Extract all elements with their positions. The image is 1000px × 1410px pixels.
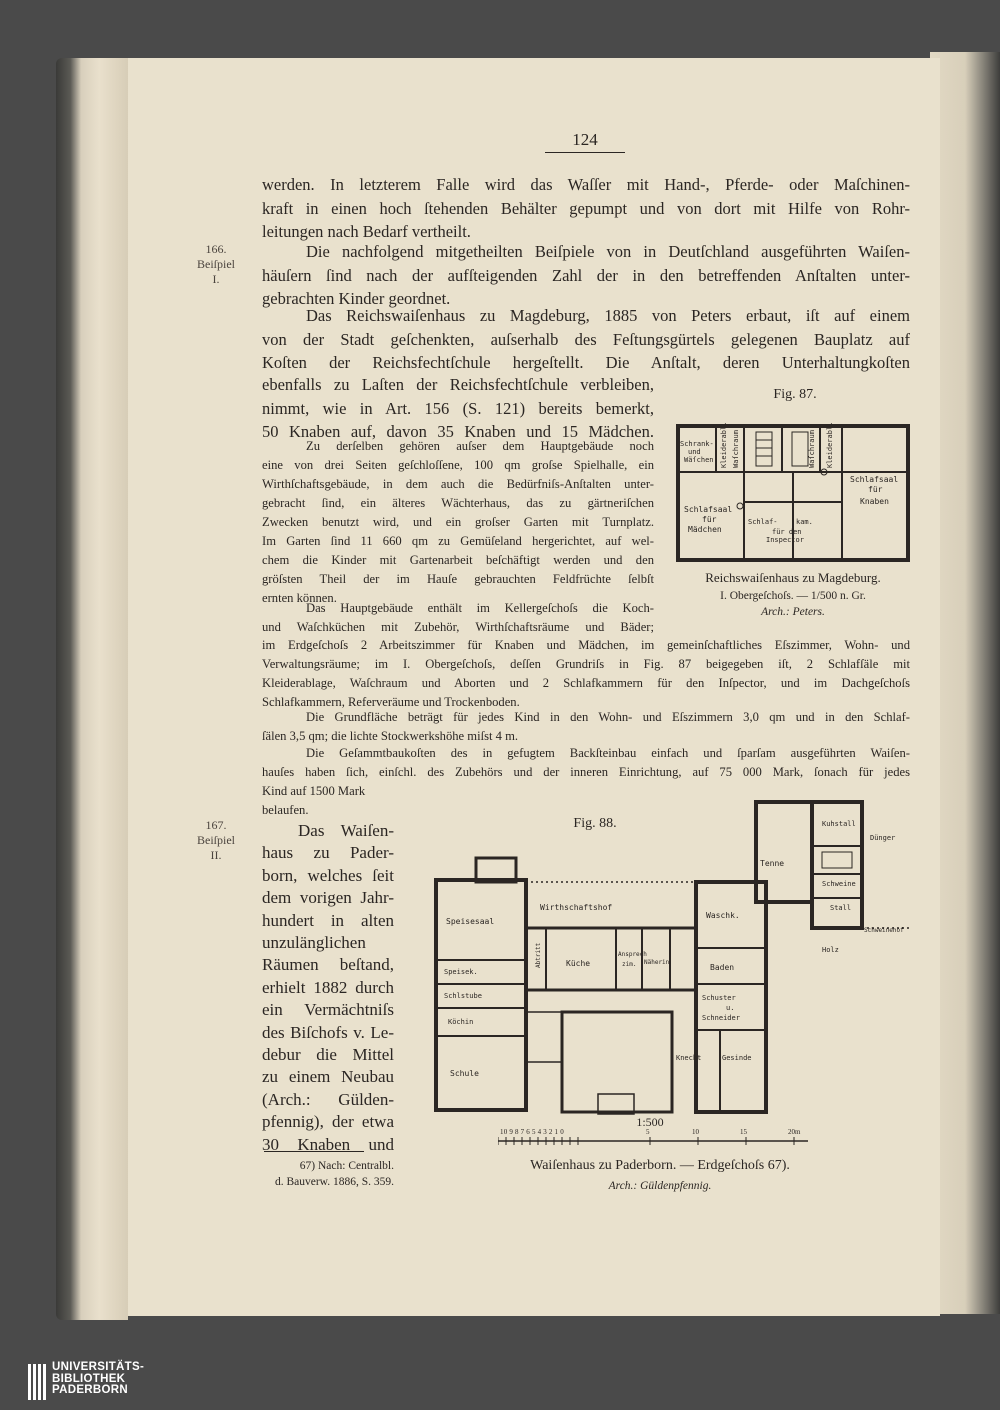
fig87-room-label: Wäſchen	[684, 456, 714, 464]
fig88-room-label: u.	[726, 1004, 735, 1012]
fig88-room-label: Gesinde	[722, 1054, 752, 1062]
text-line: unzulänglichen	[262, 933, 366, 953]
page-number: 124	[545, 130, 625, 153]
fig88-room-label: Ansprech	[618, 951, 647, 958]
fig88-caption: Waiſenhaus zu Paderborn. — Erdgeſchoſs 67).	[530, 1158, 790, 1173]
text-line: dem vorigen Jahr-	[262, 888, 394, 908]
text-line: eine von drei Seiten geſchloſſene, 100 qm groſse Spielhalle, ein	[262, 458, 654, 472]
fig88-scale-label: 1:500	[636, 1115, 664, 1129]
fig88-room-label: Schlstube	[444, 992, 482, 1000]
fig88-room-label: Speisesaal	[446, 917, 495, 926]
fig87-floor-plan	[672, 420, 914, 566]
text-line: Koſten der Reichsfechtſchule hergeſtellt. Die Anſtalt, deren Unterhaltungkoſten	[262, 353, 910, 372]
fig88-room-label: Speisek.	[444, 968, 478, 976]
fig87-room-label: Kleiderabl.	[720, 421, 728, 468]
text-line: nimmt, wie in Art. 156 (S. 121) bereits bemerkt,	[262, 398, 654, 418]
text-line: debur die Mittel	[262, 1045, 394, 1065]
text-line: gebrachten Kinder geordnet.	[262, 289, 451, 308]
paragraph-5-continued	[262, 636, 910, 712]
fig88-label: Fig. 88.	[573, 816, 617, 831]
text-line: Das Waiſen-	[298, 821, 394, 840]
text-line: 50 Knaben auf, davon 35 Knaben und 15 Mädchen.	[262, 422, 654, 441]
text-line: (Arch.: Gülden-	[262, 1089, 394, 1109]
fig88-scale-tick: 20m	[788, 1128, 801, 1136]
text-line: des Biſchofs v. Le-	[262, 1022, 394, 1042]
fig88-room-label: Abtritt	[535, 942, 542, 968]
fig88-scale-ticks-minor: 10 9 8 7 6 5 4 3 2 1 0	[500, 1128, 564, 1136]
fig88-scale-tick: 5	[646, 1128, 650, 1136]
margin-note-number: 166.	[205, 242, 227, 256]
library-logo-line: UNIVERSITÄTS-	[52, 1361, 145, 1373]
fig88-scale-tick: 10	[692, 1128, 699, 1136]
fig87-room-label: Schlafsaal	[684, 505, 733, 514]
fig87-room-label: und	[688, 448, 701, 456]
fig88-room-label: Schweine	[822, 880, 856, 888]
text-line: von der Stadt geſchenkten, auſserhalb des Feſtungsgürtels gelegenen Bauplatz auf	[262, 329, 910, 349]
text-line: haus zu Pader-	[262, 843, 394, 863]
text-line: häuſern ſind nach der aufſteigenden Zahl der in den betreffenden Anſtalten unter-	[262, 265, 910, 285]
text-line: kraft in einen hoch ſtehenden Behälter gepumpt und von dort mit Hilfe von Rohr-	[262, 198, 910, 218]
text-line: erhielt 1882 durch	[262, 977, 394, 997]
fig88-room-label: Schneider	[702, 1014, 740, 1022]
text-line: Das Hauptgebäude enthält im Kellergeſchoſs die Koch-	[306, 601, 654, 615]
book-left-edge	[56, 58, 128, 1320]
fig87-room-label: Kleiderabl.	[826, 421, 834, 468]
text-line: born, welches ſeit	[262, 865, 394, 885]
fig88-room-label: Schweinehof	[864, 927, 904, 934]
text-line: Zu derſelben gehören auſser dem Hauptgebäude noch	[306, 439, 654, 453]
margin-note-label: Beiſpiel	[197, 833, 235, 847]
footnote	[246, 1158, 394, 1190]
text-line: Kleiderablage, Waſchraum und Aborten und 2 Schlafkammern für den Inſpector, und im Dachgeſchoſs	[262, 676, 910, 690]
text-line: Verwaltungsräume; im I. Obergeſchoſs, deſſen Grundriſs in Fig. 87 beigegeben iſt, 2 Schlafſäle mit	[262, 657, 910, 671]
margin-note-roman: I.	[212, 272, 220, 286]
text-line: Schlafkammern, Referveräume und Trockenboden.	[262, 695, 520, 709]
text-line: Kind auf 1500 Mark	[262, 784, 366, 798]
margin-note-roman: II.	[210, 848, 222, 862]
library-logo	[28, 1362, 228, 1402]
footnote-line: d. Bauverw. 1886, S. 359.	[274, 1176, 394, 1188]
fig87-scale-caption: I. Obergeſchoſs. — 1/500 n. Gr.	[720, 590, 866, 602]
paragraph-2	[262, 240, 910, 311]
fig88-architect: Arch.: Güldenpfennig.	[608, 1180, 712, 1192]
fig87-room-label: Waſchraum	[732, 430, 740, 468]
text-line: werden. In letzterem Falle wird das Waſſer mit Hand-, Pferde- oder Maſchinen-	[262, 175, 910, 194]
fig88-room-label: Küche	[566, 959, 591, 968]
text-line: leitungen nach Bedarf vertheilt.	[262, 222, 471, 241]
fig87-room-label: für den	[772, 528, 802, 536]
text-line: Die Geſammtbaukoſten des in gefugtem Backſteinbau einfach und ſparſam ausgeführten Waiſen-	[306, 746, 910, 760]
fig88-room-label: Schule	[450, 1069, 479, 1078]
footnote-line: 67) Nach: Centralbl.	[299, 1160, 394, 1172]
library-logo-icon	[28, 1362, 46, 1402]
fig87-caption: Reichswaiſenhaus zu Magdeburg.	[705, 570, 881, 585]
text-line: ebenfalls zu Laſten der Reichsfechtſchule verbleiben,	[262, 375, 654, 394]
paragraph-7-continued	[262, 782, 402, 820]
margin-note-167	[186, 818, 246, 863]
fig88-room-label: Baden	[710, 963, 735, 972]
paragraph-7	[262, 744, 910, 782]
fig87-room-label: Knaben	[860, 497, 889, 506]
fig87-room-label: Inspector	[766, 536, 804, 544]
paragraph-1	[262, 173, 910, 244]
fig88-room-label: Köchin	[448, 1018, 474, 1026]
text-line: und Waſchküchen mit Zubehör, Wirthſchaftsräume und Bäder;	[262, 620, 654, 634]
text-line: gebracht ſind, ein älteres Wächterhaus, das zu gärtneriſchen	[262, 496, 654, 510]
text-line: Das Reichswaiſenhaus zu Magdeburg, 1885 von Peters erbaut, iſt auf einem	[306, 306, 910, 325]
text-line: chem die Kinder mit Gartenarbeit beſchäftigt werden und den	[262, 553, 654, 567]
footnote-rule	[264, 1151, 364, 1152]
library-logo-text	[52, 1362, 144, 1397]
library-logo-line: PADERBORN	[52, 1384, 128, 1396]
fig87-room-label: Schlafsaal	[850, 475, 899, 484]
text-line: 30 Knaben und	[262, 1134, 394, 1154]
fig88-room-label: Tenne	[760, 859, 785, 868]
paragraph-8	[262, 820, 394, 1156]
paragraph-4	[262, 437, 654, 608]
text-line: ernten können.	[262, 591, 337, 605]
text-line: Im Garten ſind 11 660 qm zu Gemüſeland hergerichtet, auf wel-	[262, 534, 654, 548]
library-logo-line: BIBLIOTHEK	[52, 1372, 126, 1385]
fig88-room-label: Schuster	[702, 994, 736, 1002]
paragraph-3-continued	[262, 373, 654, 444]
fig87-room-label: für	[868, 485, 883, 494]
fig88-scale-bar	[498, 1136, 810, 1146]
text-line: pfennig), der etwa	[262, 1112, 394, 1132]
margin-note-label: Beiſpiel	[197, 257, 235, 271]
text-line: ſälen 3,5 qm; die lichte Stockwerkshöhe miſst 4 m.	[262, 729, 519, 743]
fig87-room-label: kam.	[796, 518, 813, 526]
fig88-room-label: Dünger	[870, 834, 896, 842]
fig87-label: Fig. 87.	[773, 387, 817, 402]
margin-note-number: 167.	[205, 818, 227, 832]
fig88-room-label: Knecht	[676, 1054, 702, 1062]
text-line: Räumen beſtand,	[262, 955, 394, 975]
fig88-room-label: Wirthschaftshof	[540, 903, 613, 912]
fig87-room-label: für	[702, 515, 717, 524]
text-line: Die Grundfläche beträgt für jedes Kind in den Wohn- und Eſszimmern 3,0 qm und in den Schlaf-	[306, 710, 910, 724]
book-right-edge	[930, 52, 1000, 1314]
paragraph-6	[262, 708, 910, 746]
fig88-floor-plan	[430, 798, 915, 1118]
fig88-room-label: Näherin	[644, 959, 670, 966]
fig88-scale-tick: 15	[740, 1128, 747, 1136]
fig88-room-label: Stall	[830, 904, 852, 912]
paragraph-5	[262, 599, 654, 637]
text-line: Zwecken benutzt wird, und ein groſser Garten mit Turnplatz.	[262, 515, 654, 529]
fig88-room-label: Waschk.	[706, 911, 740, 920]
fig87-architect: Arch.: Peters.	[761, 606, 825, 618]
fig87-room-label: Schlaf-	[748, 518, 778, 526]
paragraph-3	[262, 304, 910, 375]
text-line: zu einem Neubau	[262, 1067, 394, 1087]
text-line: Die nachfolgend mitgetheilten Beiſpiele von in Deutſchland ausgeführten Waiſen-	[306, 242, 910, 261]
text-line: belaufen.	[262, 803, 309, 817]
text-line: im Erdgeſchoſs 2 Arbeitszimmer für Knaben und Mädchen, im gemeinſchaftliches Eſszimmer, Wohn- und	[262, 638, 910, 652]
fig87-room-label: Mädchen	[688, 525, 722, 534]
text-line: ein Vermächtniſs	[262, 1000, 394, 1020]
margin-note-166	[186, 242, 246, 287]
text-line: gröſsten Theil der im Hauſe gebrauchten Feldfrüchte ſelbſt	[262, 572, 654, 586]
fig88-room-label: zim.	[622, 961, 637, 968]
fig87-room-label: Waſchraum	[808, 430, 816, 468]
fig87-room-label: Schrank-	[680, 440, 714, 448]
text-line: hauſes haben ſich, einſchl. des Zubehörs und der inneren Einrichtung, auf 75 000 Mark, ſonach für jedes	[262, 765, 910, 779]
text-line: Wirthſchaftsgebäude, in dem auch die Bedürfniſs-Anſtalten unter-	[262, 477, 654, 491]
fig88-room-label: Holz	[822, 946, 839, 954]
fig88-room-label: Kuhstall	[822, 820, 856, 828]
text-line: hundert in alten	[262, 910, 394, 930]
